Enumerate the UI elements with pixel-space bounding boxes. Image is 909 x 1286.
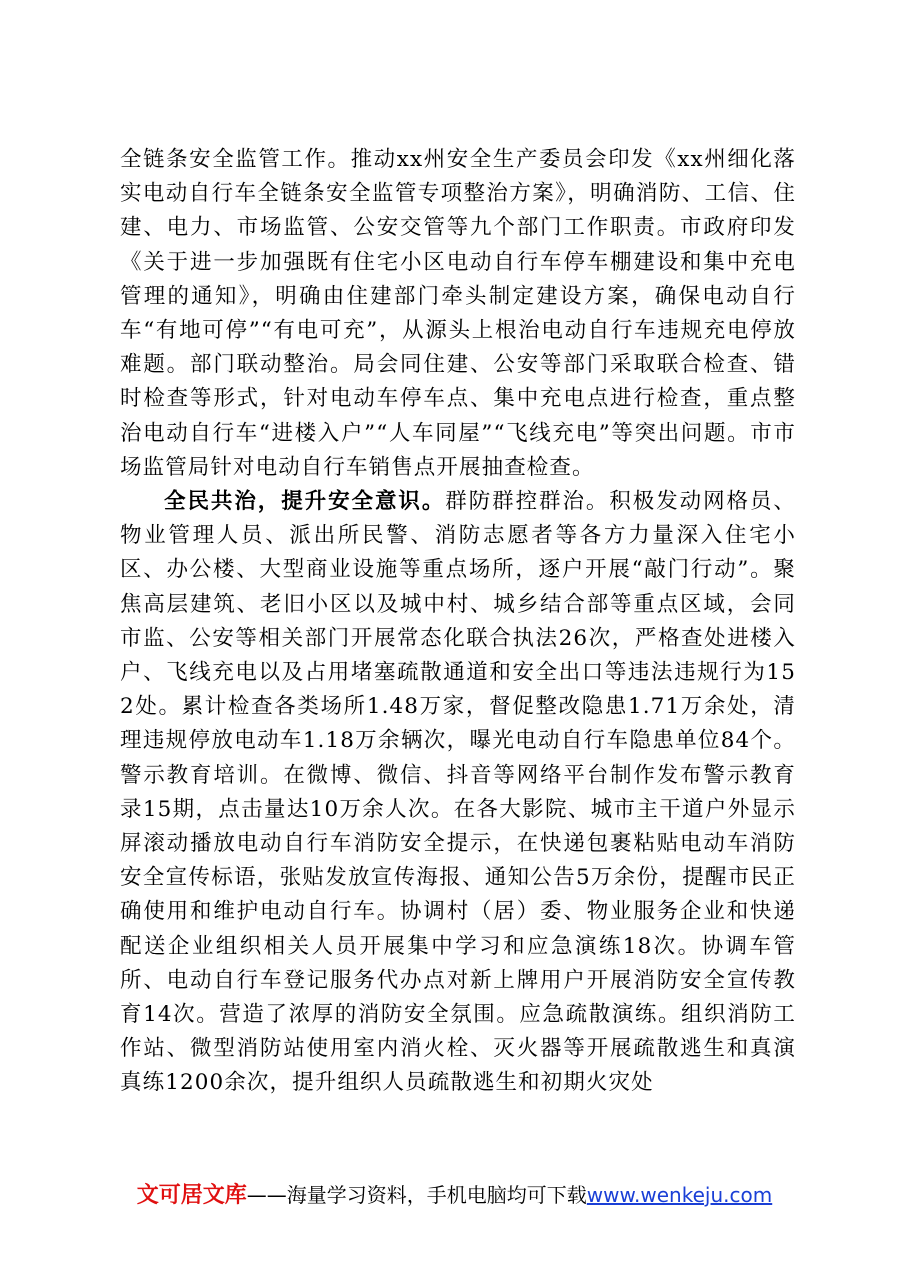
footer-slogan: ——海量学习资料，手机电脑均可下载	[246, 1183, 587, 1207]
paragraph-heading: 全民共治，提升安全意识。	[164, 489, 446, 515]
paragraph-continued: 全链条安全监管工作。推动xx州安全生产委员会印发《xx州细化落实电动自行车全链条安全监管专项整治方案》，明确消防、工信、住建、电力、市场监管、公安交管等九个部门工作职责。市政府印发《关于进一步加强既有住宅小区电动自行车停车棚建设和集中充电管理的通知》，明确由住建部门牵头制定建设方案，确保电动自行车“有地可停”“有电可充”，从源头上根治电动自行车违规充电停放难题。部门联动整治。局会同住建、公安等部门采取联合检查、错时检查等形式，针对电动车停车点、集中充电点进行检查，重点整治电动自行车“进楼入户”“人车同屋”“飞线充电”等突出问题。市市场监管局针对电动自行车销售点开展抽查检查。	[120, 147, 796, 480]
paragraph-body: 群防群控群治。积极发动网格员、物业管理人员、派出所民警、消防志愿者等各方力量深入住宅小区、办公楼、大型商业设施等重点场所，逐户开展“敲门行动”。聚焦高层建筑、老旧小区以及城中村、城乡结合部等重点区域，会同市监、公安等相关部门开展常态化联合执法26次，严格查处进楼入户、飞线充电以及占用堵塞疏散通道和安全出口等违法违规行为152处。累计检查各类场所1.48万家，督促整改隐患1.71万余处，清理违规停放电动车1.18万余辆次，曝光电动自行车隐患单位84个。警示教育培训。在微博、微信、抖音等网络平台制作发布警示教育录15期，点击量达10万余人次。在各大影院、城市主干道户外显示屏滚动播放电动自行车消防安全提示，在快递包裹粘贴电动车消防安全宣传标语，张贴发放宣传海报、通知公告5万余份，提醒市民正确使用和维护电动自行车。协调村（居）委、物业服务企业和快递配送企业组织相关人员开展集中学习和应急演练18次。协调车管所、电动自行车登记服务代办点对新上牌用户开展消防安全宣传教育14次。营造了浓厚的消防安全氛围。应急疏散演练。组织消防工作站、微型消防站使用室内消火栓、灭火器等开展疏散逃生和真演真练1200余次，提升组织人员疏散逃生和初期火灾处	[120, 489, 796, 1096]
footer-brand: 文可居文库	[136, 1183, 247, 1208]
footer-banner	[0, 1180, 909, 1211]
document-body	[120, 143, 796, 1101]
footer-website-link[interactable]: www.wenkeju.com	[586, 1183, 773, 1207]
paragraph-public-governance	[120, 485, 796, 1101]
